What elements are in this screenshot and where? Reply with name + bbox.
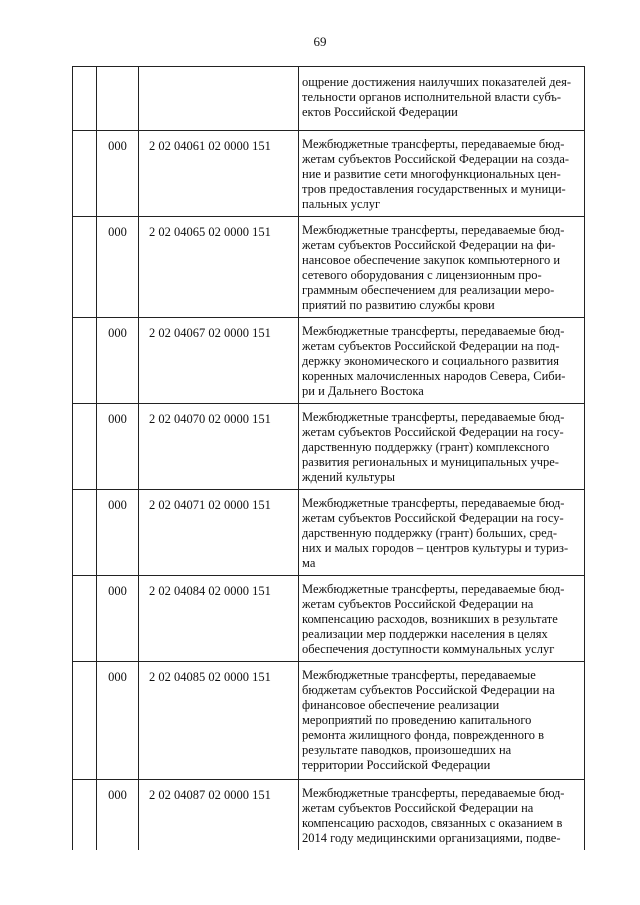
admin-code-cell: 000 [97, 404, 139, 490]
description-line: территории Российской Федерации [302, 758, 491, 772]
description-line: обеспечения доступности коммунальных услуг [302, 642, 555, 656]
description-line: тров предоставления государственных и муници- [302, 182, 566, 196]
empty-cell [73, 404, 97, 490]
description-line: сетевого оборудования с лицензионным про- [302, 268, 542, 282]
description-line: ремонта жилищного фонда, поврежденного в [302, 728, 545, 742]
page-number: 69 [313, 34, 327, 49]
table-row [73, 404, 585, 490]
description-line: пальных услуг [302, 197, 381, 211]
description-line: 2014 году медицинскими организациями, подве- [302, 831, 561, 845]
description-line: тельности органов исполнительной власти субъ- [302, 90, 561, 104]
description-cell [299, 404, 585, 490]
budget-code-cell: 2 02 04065 02 0000 151 [139, 217, 299, 318]
description-line: ри и Дальнего Востока [302, 384, 424, 398]
admin-code-cell: 000 [97, 780, 139, 851]
budget-code-cell: 2 02 04067 02 0000 151 [139, 318, 299, 404]
admin-code-cell: 000 [97, 662, 139, 780]
budget-code-cell: 2 02 04087 02 0000 151 [139, 780, 299, 851]
budget-codes-table [72, 66, 585, 850]
table-row [73, 490, 585, 576]
description-line: Межбюджетные трансферты, передаваемые бюд- [302, 223, 565, 237]
description-line: держку экономического и социального развития [302, 354, 559, 368]
table-body [73, 67, 585, 851]
table-row [73, 67, 585, 131]
description-line: компенсацию расходов, возникших в результате [302, 612, 558, 626]
description-line: жетам субъектов Российской Федерации на под- [302, 339, 560, 353]
description-line: нансовое обеспечение закупок компьютерного и [302, 253, 561, 267]
table-row [73, 576, 585, 662]
description-cell [299, 67, 585, 131]
table-row [73, 318, 585, 404]
budget-code-cell: 2 02 04071 02 0000 151 [139, 490, 299, 576]
empty-cell [73, 131, 97, 217]
description-line: Межбюджетные трансферты, передаваемые бюд- [302, 137, 565, 151]
description-line: бюджетам субъектов Российской Федерации на [302, 683, 555, 697]
description-line: Межбюджетные трансферты, передаваемые бюд- [302, 410, 565, 424]
empty-cell [73, 318, 97, 404]
budget-code-cell [139, 67, 299, 131]
description-line: финансовое обеспечение реализации [302, 698, 500, 712]
empty-cell [73, 217, 97, 318]
description-cell [299, 318, 585, 404]
description-line: реализации мер поддержки населения в целях [302, 627, 548, 641]
budget-code-cell: 2 02 04070 02 0000 151 [139, 404, 299, 490]
description-line: результате паводков, произошедших на [302, 743, 512, 757]
description-line: мероприятий по проведению капитального [302, 713, 532, 727]
description-cell [299, 217, 585, 318]
table-row [73, 131, 585, 217]
description-line: ектов Российской Федерации [302, 105, 458, 119]
description-cell [299, 662, 585, 780]
description-line: жетам субъектов Российской Федерации на [302, 597, 534, 611]
description-line: Межбюджетные трансферты, передаваемые [302, 668, 536, 682]
description-cell [299, 576, 585, 662]
description-cell [299, 780, 585, 851]
admin-code-cell: 000 [97, 490, 139, 576]
admin-code-cell: 000 [97, 318, 139, 404]
description-cell [299, 490, 585, 576]
empty-cell [73, 576, 97, 662]
description-line: Межбюджетные трансферты, передаваемые бюд- [302, 324, 565, 338]
description-line: ощрение достижения наилучших показателей дея- [302, 75, 571, 89]
description-line: жетам субъектов Российской Федерации на созда- [302, 152, 570, 166]
description-line: жетам субъектов Российской Федерации на госу- [302, 511, 564, 525]
admin-code-cell: 000 [97, 131, 139, 217]
description-line: ние и развитие сети многофункциональных цен- [302, 167, 561, 181]
budget-code-cell: 2 02 04085 02 0000 151 [139, 662, 299, 780]
description-line: них и малых городов – центров культуры и туриз- [302, 541, 569, 555]
table-row [73, 780, 585, 851]
description-line: компенсацию расходов, связанных с оказанием в [302, 816, 563, 830]
empty-cell [73, 490, 97, 576]
description-line: Межбюджетные трансферты, передаваемые бюд- [302, 496, 565, 510]
admin-code-cell [97, 67, 139, 131]
description-line: ждений культуры [302, 470, 395, 484]
description-line: дарственную поддержку (грант) больших, сред- [302, 526, 558, 540]
description-line: ма [302, 556, 316, 570]
empty-cell [73, 67, 97, 131]
description-line: жетам субъектов Российской Федерации на фи- [302, 238, 556, 252]
table-row [73, 662, 585, 780]
empty-cell [73, 780, 97, 851]
description-line: развития региональных и муниципальных учре- [302, 455, 559, 469]
budget-code-cell: 2 02 04061 02 0000 151 [139, 131, 299, 217]
description-cell [299, 131, 585, 217]
admin-code-cell: 000 [97, 576, 139, 662]
empty-cell [73, 662, 97, 780]
description-line: коренных малочисленных народов Севера, Сиби- [302, 369, 566, 383]
description-line: жетам субъектов Российской Федерации на [302, 801, 534, 815]
description-line: жетам субъектов Российской Федерации на госу- [302, 425, 564, 439]
description-line: дарственную поддержку (грант) комплексного [302, 440, 550, 454]
description-line: Межбюджетные трансферты, передаваемые бюд- [302, 786, 565, 800]
description-line: приятий по развитию службы крови [302, 298, 495, 312]
admin-code-cell: 000 [97, 217, 139, 318]
description-line: граммным обеспечением для реализации меро- [302, 283, 555, 297]
description-line: Межбюджетные трансферты, передаваемые бюд- [302, 582, 565, 596]
table-row [73, 217, 585, 318]
budget-code-cell: 2 02 04084 02 0000 151 [139, 576, 299, 662]
